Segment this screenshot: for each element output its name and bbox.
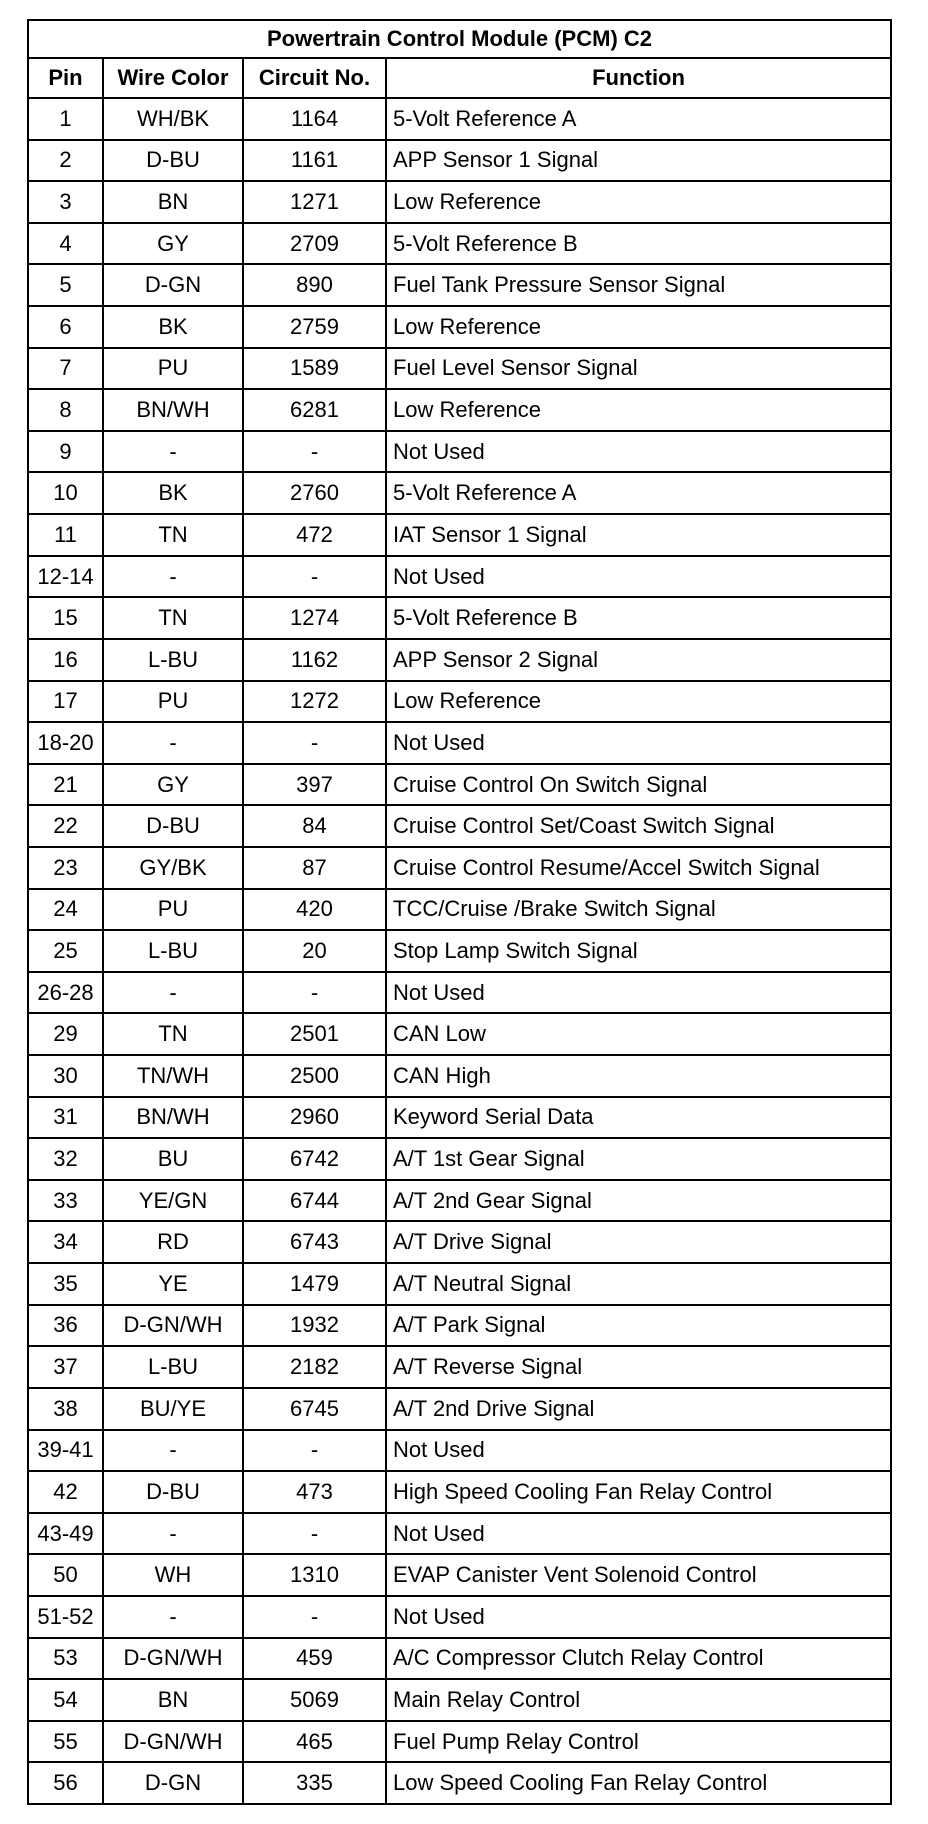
function-cell: A/T 2nd Drive Signal: [386, 1388, 891, 1430]
circuit-number-cell: 2759: [243, 306, 386, 348]
table-row: [28, 556, 891, 598]
function-cell: Low Reference: [386, 181, 891, 223]
function-cell: IAT Sensor 1 Signal: [386, 514, 891, 556]
table-row: [28, 1138, 891, 1180]
function-cell: A/T Neutral Signal: [386, 1263, 891, 1305]
circuit-number-cell: -: [243, 1430, 386, 1472]
wire-color-cell: L-BU: [103, 639, 243, 681]
pin-column-header: Pin: [28, 58, 103, 98]
wire-color-cell: YE/GN: [103, 1180, 243, 1222]
function-cell: Low Reference: [386, 389, 891, 431]
wire-color-cell: WH: [103, 1554, 243, 1596]
circuit-number-cell: 6744: [243, 1180, 386, 1222]
function-cell: Cruise Control Set/Coast Switch Signal: [386, 805, 891, 847]
function-cell: Cruise Control On Switch Signal: [386, 764, 891, 806]
wire-color-cell: -: [103, 1513, 243, 1555]
circuit-number-cell: 1479: [243, 1263, 386, 1305]
circuit-number-cell: 1274: [243, 597, 386, 639]
pin-cell: 42: [28, 1471, 103, 1513]
header-row: [28, 58, 891, 98]
table-row: [28, 639, 891, 681]
circuit-number-cell: 397: [243, 764, 386, 806]
pin-cell: 26-28: [28, 972, 103, 1014]
pin-cell: 6: [28, 306, 103, 348]
circuit-number-cell: 2182: [243, 1346, 386, 1388]
table-row: [28, 514, 891, 556]
pin-cell: 33: [28, 1180, 103, 1222]
table-row: [28, 98, 891, 140]
pin-cell: 53: [28, 1638, 103, 1680]
function-cell: A/T 1st Gear Signal: [386, 1138, 891, 1180]
wire-color-cell: BN: [103, 181, 243, 223]
wire-color-cell: TN: [103, 597, 243, 639]
pin-cell: 55: [28, 1721, 103, 1763]
table-row: [28, 389, 891, 431]
wire-color-cell: PU: [103, 348, 243, 390]
circuit-number-cell: 1271: [243, 181, 386, 223]
wire-color-cell: -: [103, 556, 243, 598]
table-row: [28, 348, 891, 390]
pin-cell: 11: [28, 514, 103, 556]
wire-color-cell: WH/BK: [103, 98, 243, 140]
function-cell: 5-Volt Reference B: [386, 597, 891, 639]
table-row: [28, 930, 891, 972]
function-cell: 5-Volt Reference A: [386, 98, 891, 140]
pin-cell: 18-20: [28, 722, 103, 764]
wire-color-cell: GY: [103, 764, 243, 806]
circuit-number-cell: 6745: [243, 1388, 386, 1430]
function-cell: Fuel Tank Pressure Sensor Signal: [386, 264, 891, 306]
pin-cell: 24: [28, 889, 103, 931]
circuit-number-cell: 473: [243, 1471, 386, 1513]
circuit-number-cell: 87: [243, 847, 386, 889]
pinout-table: [27, 19, 892, 1805]
circuit-number-cell: 335: [243, 1762, 386, 1804]
circuit-number-cell: 2960: [243, 1097, 386, 1139]
wire-color-cell: D-BU: [103, 1471, 243, 1513]
wire-color-cell: L-BU: [103, 1346, 243, 1388]
function-cell: Stop Lamp Switch Signal: [386, 930, 891, 972]
wire-color-cell: PU: [103, 681, 243, 723]
circuit-number-cell: -: [243, 1596, 386, 1638]
circuit-number-cell: -: [243, 431, 386, 473]
circuit-number-cell: 2760: [243, 472, 386, 514]
table-row: [28, 1596, 891, 1638]
wire-color-cell: YE: [103, 1263, 243, 1305]
table-row: [28, 764, 891, 806]
pin-cell: 25: [28, 930, 103, 972]
wire-color-cell: D-GN: [103, 264, 243, 306]
table-row: [28, 889, 891, 931]
pin-cell: 2: [28, 140, 103, 182]
table-row: [28, 1097, 891, 1139]
wire-color-cell: TN: [103, 514, 243, 556]
circuit-number-cell: 1162: [243, 639, 386, 681]
function-column-header: Function: [386, 58, 891, 98]
table-row: [28, 264, 891, 306]
function-cell: Fuel Pump Relay Control: [386, 1721, 891, 1763]
table-row: [28, 1388, 891, 1430]
circuit-number-cell: 20: [243, 930, 386, 972]
connector-table-container: [27, 19, 890, 1805]
function-cell: A/T 2nd Gear Signal: [386, 1180, 891, 1222]
pin-cell: 7: [28, 348, 103, 390]
circuit-number-cell: 420: [243, 889, 386, 931]
pin-cell: 36: [28, 1305, 103, 1347]
pin-cell: 56: [28, 1762, 103, 1804]
circuit-number-cell: 459: [243, 1638, 386, 1680]
wire-color-cell: RD: [103, 1221, 243, 1263]
wire-color-cell: BK: [103, 472, 243, 514]
circuit-number-cell: 465: [243, 1721, 386, 1763]
wire-color-cell: BN: [103, 1679, 243, 1721]
pin-cell: 9: [28, 431, 103, 473]
function-cell: High Speed Cooling Fan Relay Control: [386, 1471, 891, 1513]
table-body: [28, 98, 891, 1804]
pin-cell: 23: [28, 847, 103, 889]
pin-cell: 21: [28, 764, 103, 806]
table-row: [28, 181, 891, 223]
pin-cell: 3: [28, 181, 103, 223]
function-cell: A/T Reverse Signal: [386, 1346, 891, 1388]
circuit-number-cell: 1272: [243, 681, 386, 723]
wire-color-cell: BN/WH: [103, 389, 243, 431]
table-row: [28, 1180, 891, 1222]
pin-cell: 35: [28, 1263, 103, 1305]
wire-color-cell: GY: [103, 223, 243, 265]
pin-cell: 39-41: [28, 1430, 103, 1472]
function-cell: Not Used: [386, 431, 891, 473]
function-cell: Not Used: [386, 722, 891, 764]
wire-color-cell: BU/YE: [103, 1388, 243, 1430]
function-cell: A/C Compressor Clutch Relay Control: [386, 1638, 891, 1680]
circuit-number-cell: -: [243, 556, 386, 598]
function-cell: Cruise Control Resume/Accel Switch Signal: [386, 847, 891, 889]
wire-color-cell: BU: [103, 1138, 243, 1180]
pin-cell: 38: [28, 1388, 103, 1430]
wire-color-cell: D-GN/WH: [103, 1721, 243, 1763]
pin-cell: 54: [28, 1679, 103, 1721]
wire-color-cell: -: [103, 1596, 243, 1638]
wire-color-cell: -: [103, 1430, 243, 1472]
function-cell: Fuel Level Sensor Signal: [386, 348, 891, 390]
circuit-number-cell: 890: [243, 264, 386, 306]
function-cell: Not Used: [386, 972, 891, 1014]
table-row: [28, 1055, 891, 1097]
function-cell: Low Reference: [386, 306, 891, 348]
table-row: [28, 306, 891, 348]
circuit-number-cell: 2501: [243, 1013, 386, 1055]
pin-cell: 29: [28, 1013, 103, 1055]
wire-color-cell: -: [103, 972, 243, 1014]
wire-color-cell: -: [103, 431, 243, 473]
pin-cell: 37: [28, 1346, 103, 1388]
wire-color-cell: TN/WH: [103, 1055, 243, 1097]
circuit-column-header: Circuit No.: [243, 58, 386, 98]
table-row: [28, 1263, 891, 1305]
table-row: [28, 223, 891, 265]
wire-color-cell: D-GN/WH: [103, 1305, 243, 1347]
circuit-number-cell: 6743: [243, 1221, 386, 1263]
function-cell: Keyword Serial Data: [386, 1097, 891, 1139]
circuit-number-cell: 1164: [243, 98, 386, 140]
table-row: [28, 1221, 891, 1263]
wire-color-cell: L-BU: [103, 930, 243, 972]
wire-color-cell: D-BU: [103, 140, 243, 182]
circuit-number-cell: 5069: [243, 1679, 386, 1721]
pin-cell: 32: [28, 1138, 103, 1180]
circuit-number-cell: 6281: [243, 389, 386, 431]
circuit-number-cell: 1932: [243, 1305, 386, 1347]
circuit-number-cell: 472: [243, 514, 386, 556]
wire-color-column-header: Wire Color: [103, 58, 243, 98]
wire-color-cell: -: [103, 722, 243, 764]
function-cell: Low Speed Cooling Fan Relay Control: [386, 1762, 891, 1804]
pin-cell: 30: [28, 1055, 103, 1097]
circuit-number-cell: 1161: [243, 140, 386, 182]
pin-cell: 5: [28, 264, 103, 306]
wire-color-cell: D-BU: [103, 805, 243, 847]
table-row: [28, 1638, 891, 1680]
function-cell: Not Used: [386, 1596, 891, 1638]
table-row: [28, 472, 891, 514]
pin-cell: 12-14: [28, 556, 103, 598]
table-row: [28, 805, 891, 847]
circuit-number-cell: -: [243, 1513, 386, 1555]
circuit-number-cell: 2709: [243, 223, 386, 265]
table-row: [28, 431, 891, 473]
table-row: [28, 847, 891, 889]
circuit-number-cell: -: [243, 972, 386, 1014]
pin-cell: 51-52: [28, 1596, 103, 1638]
function-cell: A/T Park Signal: [386, 1305, 891, 1347]
pin-cell: 50: [28, 1554, 103, 1596]
function-cell: Low Reference: [386, 681, 891, 723]
function-cell: TCC/Cruise /Brake Switch Signal: [386, 889, 891, 931]
circuit-number-cell: 2500: [243, 1055, 386, 1097]
pin-cell: 8: [28, 389, 103, 431]
pin-cell: 1: [28, 98, 103, 140]
function-cell: 5-Volt Reference B: [386, 223, 891, 265]
function-cell: Not Used: [386, 1430, 891, 1472]
table-title: Powertrain Control Module (PCM) C2: [28, 20, 891, 58]
wire-color-cell: D-GN: [103, 1762, 243, 1804]
table-row: [28, 597, 891, 639]
table-row: [28, 140, 891, 182]
table-row: [28, 1471, 891, 1513]
function-cell: Not Used: [386, 1513, 891, 1555]
function-cell: Main Relay Control: [386, 1679, 891, 1721]
table-row: [28, 1554, 891, 1596]
wire-color-cell: GY/BK: [103, 847, 243, 889]
function-cell: CAN High: [386, 1055, 891, 1097]
wire-color-cell: D-GN/WH: [103, 1638, 243, 1680]
pin-cell: 43-49: [28, 1513, 103, 1555]
table-row: [28, 1721, 891, 1763]
circuit-number-cell: -: [243, 722, 386, 764]
function-cell: APP Sensor 2 Signal: [386, 639, 891, 681]
pin-cell: 31: [28, 1097, 103, 1139]
table-row: [28, 722, 891, 764]
table-row: [28, 972, 891, 1014]
pin-cell: 22: [28, 805, 103, 847]
wire-color-cell: BN/WH: [103, 1097, 243, 1139]
circuit-number-cell: 1310: [243, 1554, 386, 1596]
pin-cell: 17: [28, 681, 103, 723]
table-row: [28, 1762, 891, 1804]
pin-cell: 4: [28, 223, 103, 265]
function-cell: A/T Drive Signal: [386, 1221, 891, 1263]
function-cell: 5-Volt Reference A: [386, 472, 891, 514]
circuit-number-cell: 6742: [243, 1138, 386, 1180]
function-cell: CAN Low: [386, 1013, 891, 1055]
table-row: [28, 681, 891, 723]
table-row: [28, 1430, 891, 1472]
circuit-number-cell: 84: [243, 805, 386, 847]
table-row: [28, 1013, 891, 1055]
wire-color-cell: PU: [103, 889, 243, 931]
wire-color-cell: TN: [103, 1013, 243, 1055]
table-row: [28, 1513, 891, 1555]
circuit-number-cell: 1589: [243, 348, 386, 390]
function-cell: Not Used: [386, 556, 891, 598]
pin-cell: 15: [28, 597, 103, 639]
pin-cell: 34: [28, 1221, 103, 1263]
pin-cell: 16: [28, 639, 103, 681]
function-cell: APP Sensor 1 Signal: [386, 140, 891, 182]
table-row: [28, 1679, 891, 1721]
table-row: [28, 1305, 891, 1347]
pin-cell: 10: [28, 472, 103, 514]
wire-color-cell: BK: [103, 306, 243, 348]
function-cell: EVAP Canister Vent Solenoid Control: [386, 1554, 891, 1596]
table-row: [28, 1346, 891, 1388]
